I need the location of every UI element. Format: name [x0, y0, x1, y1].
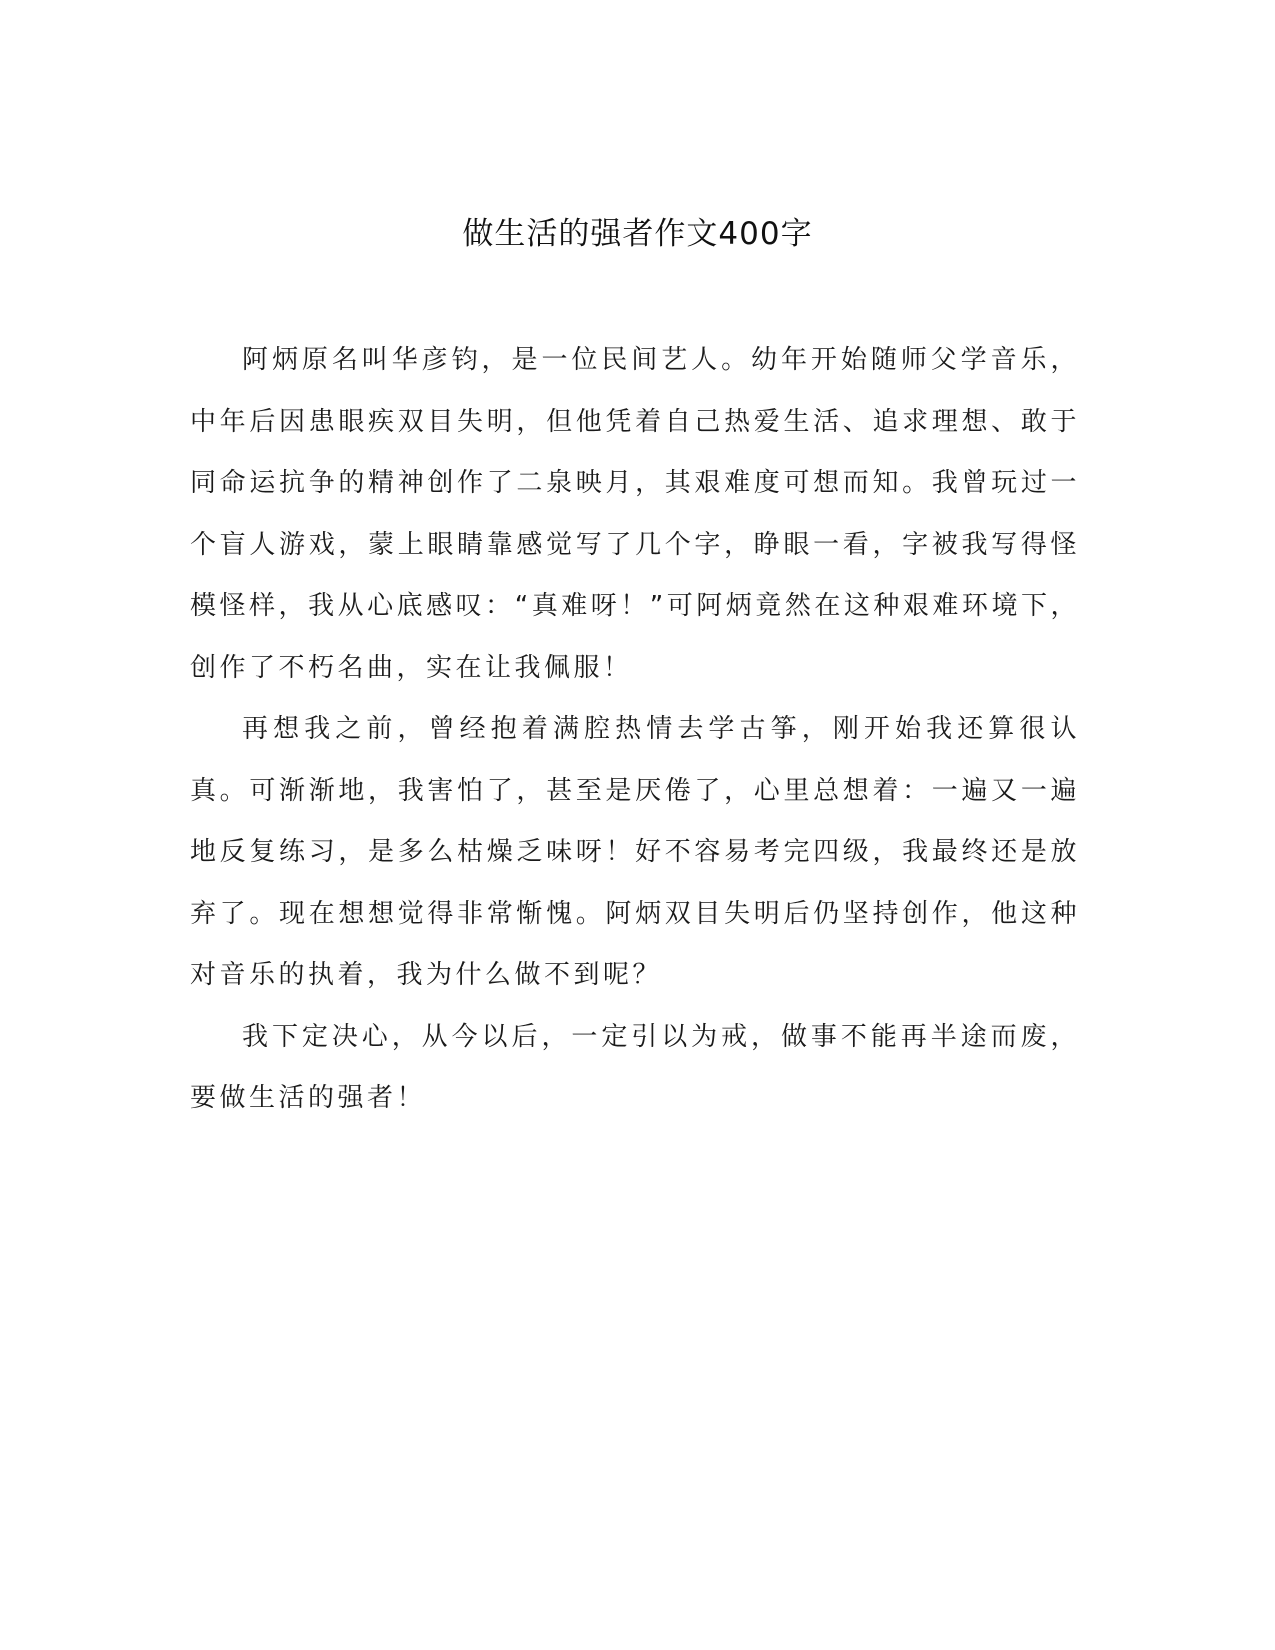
- essay-paragraph-2: 再想我之前，曾经抱着满腔热情去学古筝，刚开始我还算很认真。可渐渐地，我害怕了，甚至是厌倦了，心里总想着：一遍又一遍地反复练习，是多么枯燥乏味呀！好不容易考完四级，我最终还是放弃了。现在想想觉得非常惭愧。阿炳双目失明后仍坚持创作，他这种对音乐的执着，我为什么做不到呢？: [190, 714, 1080, 990]
- document-title: 做生活的强者作文400字: [462, 216, 813, 252]
- essay-body: [190, 330, 1080, 1130]
- essay-paragraph-1: 阿炳原名叫华彦钧，是一位民间艺人。幼年开始随师父学音乐，中年后因患眼疾双目失明，但他凭着自己热爱生活、追求理想、敢于同命运抗争的精神创作了二泉映月，其艰难度可想而知。我曾玩过一个盲人游戏，蒙上眼睛靠感觉写了几个字，睁眼一看，字被我写得怪模怪样，我从心底感叹：“真难呀！”可阿炳竟然在这种艰难环境下，创作了不朽名曲，实在让我佩服！: [190, 345, 1080, 683]
- essay-paragraph-3: 我下定决心，从今以后，一定引以为戒，做事不能再半途而废，要做生活的强者！: [190, 1021, 1080, 1113]
